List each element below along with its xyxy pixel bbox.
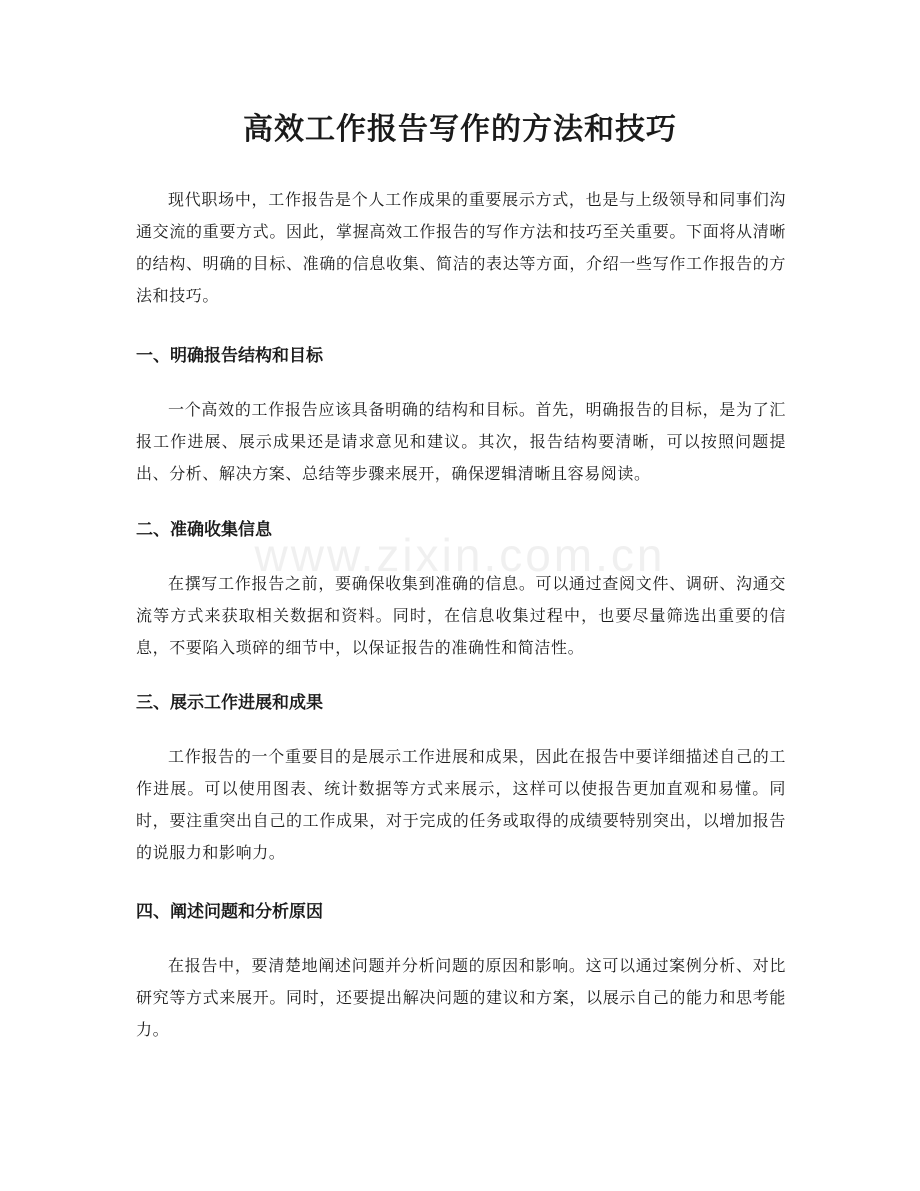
intro-paragraph: 现代职场中，工作报告是个人工作成果的重要展示方式，也是与上级领导和同事们沟通交流的重要方式。因此，掌握高效工作报告的写作方法和技巧至关重要。下面将从清晰的结构、明确的目标、准确的信息收集、简洁的表达等方面，介绍一些写作工作报告的方法和技巧。 bbox=[136, 190, 786, 305]
watermark: www.zixin.com.cn bbox=[254, 529, 666, 581]
section-body-3: 工作报告的一个重要目的是展示工作进展和成果，因此在报告中要详细描述自己的工作进展。可以使用图表、统计数据等方式来展示，这样可以使报告更加直观和易懂。同时，要注重突出自己的工作成果，对于完成的任务或取得的成绩要特别突出，以增加报告的说服力和影响力。 bbox=[136, 747, 786, 862]
section-body-4: 在报告中，要清楚地阐述问题并分析问题的原因和影响。这可以通过案例分析、对比研究等方式来展开。同时，还要提出解决问题的建议和方案，以展示自己的能力和思考能力。 bbox=[136, 956, 786, 1039]
section-heading-2: 二、准确收集信息 bbox=[136, 520, 272, 540]
section-heading-4: 四、阐述问题和分析原因 bbox=[136, 902, 323, 922]
section-body-2: 在撰写工作报告之前，要确保收集到准确的信息。可以通过查阅文件、调研、沟通交流等方式来获取相关数据和资料。同时，在信息收集过程中，也要尽量筛选出重要的信息，不要陷入琐碎的细节中，以保证报告的准确性和简洁性。 bbox=[136, 574, 786, 657]
section-heading-3: 三、展示工作进展和成果 bbox=[136, 693, 323, 713]
section-body-1: 一个高效的工作报告应该具备明确的结构和目标。首先，明确报告的目标，是为了汇报工作进展、展示成果还是请求意见和建议。其次，报告结构要清晰，可以按照问题提出、分析、解决方案、总结等步骤来展开，确保逻辑清晰且容易阅读。 bbox=[136, 400, 786, 483]
document-title: 高效工作报告写作的方法和技巧 bbox=[243, 112, 677, 147]
section-heading-1: 一、明确报告结构和目标 bbox=[136, 346, 323, 366]
